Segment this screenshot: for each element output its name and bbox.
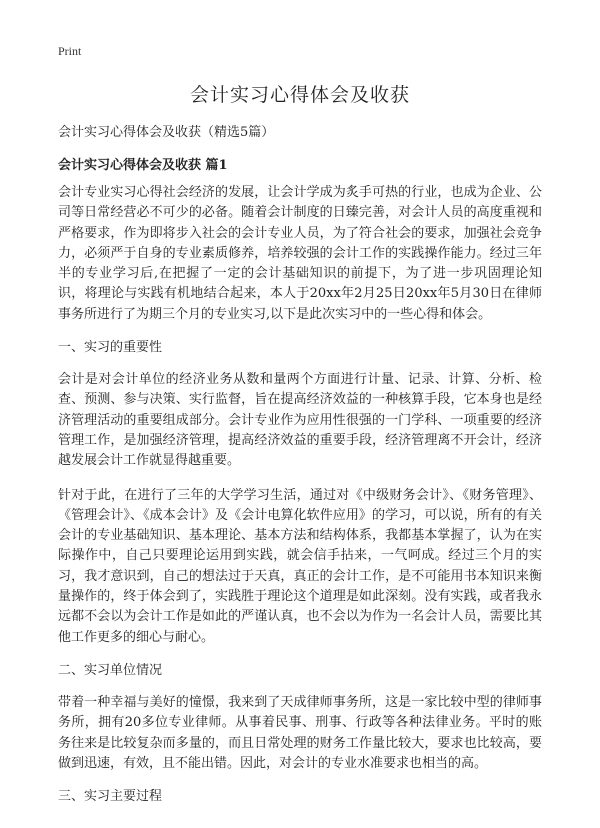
- intro-paragraph: 会计专业实习心得社会经济的发展，让会计学成为炙手可热的行业，也成为企业、公司等日常经营必不可少的必备。随着会计制度的日臻完善，对会计人员的高度重视和严格要求，作为即将步入社会的会计专业人员，为了符合社会的要求，加强社会竞争力，必须严于自身的专业素质修养，培养较强的会计工作的实践操作能力。经过三年半的专业学习后,在把握了一定的会计基础知识的前提下，为了进一步巩固理论知识，将理论与实践有机地结合起来，本人于20xx年2月25日20xx年5月30日在律师事务所进行了为期三个月的专业实习,以下是此次实习中的一些心得和体会。: [58, 185, 542, 322]
- page-title: 会计实习心得体会及收获: [189, 84, 410, 106]
- unit-info-paragraph: 带着一种幸福与美好的憧憬，我来到了天成律师事务所，这是一家比较中型的律师事务所，拥有20多位专业律师。从事着民事、刑事、行政等各种法律业务。平时的账务往来是比较复杂而多量的，而且日常处理的财务工作量比较大，要求也比较高，要做到迅速，有效，且不能出错。因此，对会计的专业水准要求也相当的高。: [58, 694, 542, 771]
- heading-importance: 一、实习的重要性: [58, 340, 163, 356]
- document-subtitle: 会计实习心得体会及收获（精选5篇）: [58, 125, 275, 140]
- heading-main-process: 三、实习主要过程: [58, 789, 163, 805]
- print-link[interactable]: Print: [58, 44, 82, 58]
- section-heading: 会计实习心得体会及收获 篇1: [58, 158, 228, 173]
- learning-paragraph: 针对于此，在进行了三年的大学学习生活，通过对《中级财务会计》、《财务管理》、《管理会计》、《成本会计》及《会计电算化软件应用》的学习，可以说，所有的有关会计的专业基础知识、基本理论、基本方法和结构体系，我都基本掌握了，认为在实际操作中，自己只要理论运用到实践，就会信手拈来，一气呵成。经过三个月的实习，我才意识到，自己的想法过于天真，真正的会计工作，是不可能用书本知识来衡量操作的，终于体会到了，实践胜于理论这个道理是如此深刻。没有实践，或者我永远都不会以为会计工作是如此的严谨认真，也不会以为作为一名会计人员，需要比其他工作更多的细心与耐心。: [58, 487, 542, 645]
- importance-paragraph: 会计是对会计单位的经济业务从数和量两个方面进行计量、记录、计算、分析、检查、预测、参与决策、实行监督，旨在提高经济效益的一种核算手段，它本身也是经济管理活动的重要组成部分。会计专业作为应用性很强的一门学科、一项重要的经济管理工作，是加强经济管理，提高经济效益的重要手段，经济管理离不开会计，经济越发展会计工作就显得越重要。: [58, 372, 542, 469]
- heading-unit-info: 二、实习单位情况: [58, 662, 163, 678]
